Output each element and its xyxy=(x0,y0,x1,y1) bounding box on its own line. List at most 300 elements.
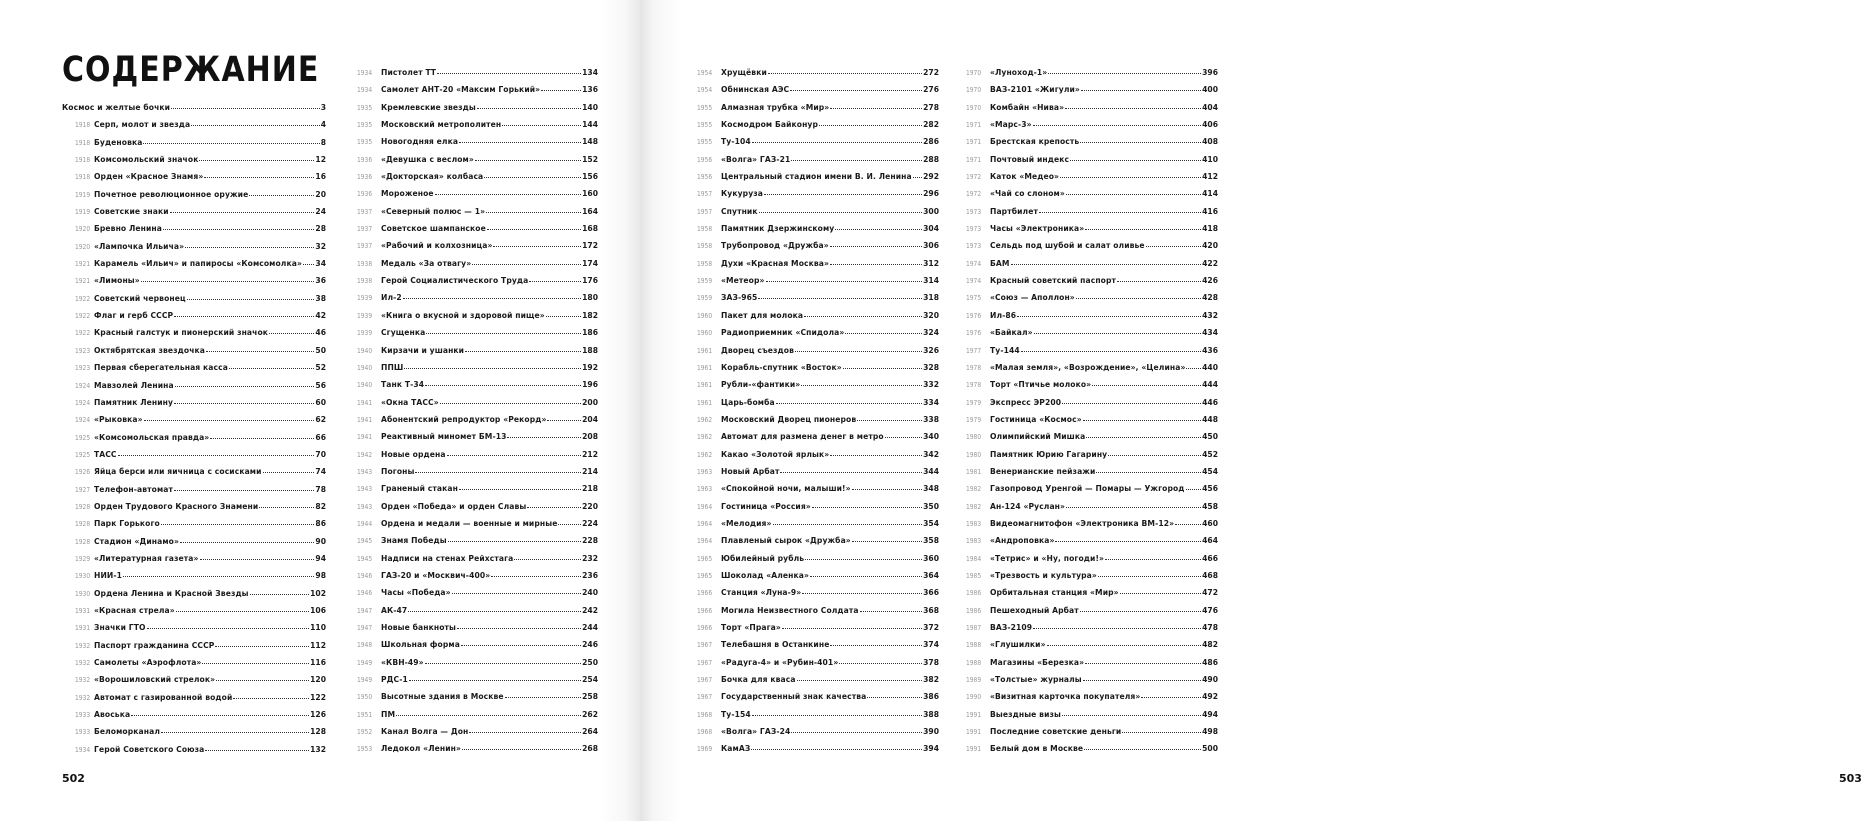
entry-title: Магазины «Березка» xyxy=(990,657,1085,667)
entry-title: Мороженое xyxy=(381,189,434,199)
toc-entry xyxy=(697,550,939,567)
entry-page-number: 186 xyxy=(582,328,598,338)
entry-page-number: 82 xyxy=(315,501,326,511)
entry-title: Автомат для размена денег в метро xyxy=(721,432,884,442)
entry-title: Танк Т-34 xyxy=(381,380,425,390)
toc-entry xyxy=(697,151,939,168)
dot-leader xyxy=(1122,726,1201,733)
toc-entry xyxy=(62,134,326,151)
toc-entry xyxy=(966,567,1218,584)
entry-year: 1939 xyxy=(357,311,373,320)
toc-entry xyxy=(357,740,598,757)
dot-leader xyxy=(1062,397,1201,404)
toc-entry xyxy=(62,706,326,723)
entry-title: Стадион «Динамо» xyxy=(94,536,179,546)
toc-entry xyxy=(357,289,598,306)
entry-title: Памятник Ленину xyxy=(94,397,174,407)
toc-entry xyxy=(62,203,326,220)
toc-entry xyxy=(62,481,326,498)
entry-page-number: 132 xyxy=(310,744,326,754)
entry-year: 1931 xyxy=(75,606,91,615)
entry-title: Олимпийский Мишка xyxy=(990,432,1086,442)
entry-page-number: 200 xyxy=(582,397,598,407)
entry-page-number: 410 xyxy=(1202,154,1218,164)
entry-year: 1987 xyxy=(966,624,982,632)
toc-entry xyxy=(62,671,326,688)
dot-leader xyxy=(791,726,922,733)
entry-page-number: 422 xyxy=(1202,258,1218,268)
toc-entry xyxy=(966,706,1218,723)
toc-entry xyxy=(697,584,939,601)
entry-page-number: 236 xyxy=(582,570,598,580)
entry-title: Ледокол «Ленин» xyxy=(381,744,461,754)
dot-leader xyxy=(187,293,315,300)
toc-entry xyxy=(697,636,939,653)
entry-page-number: 354 xyxy=(923,518,939,528)
dot-leader xyxy=(491,570,581,577)
dot-leader xyxy=(1066,188,1201,195)
dot-leader xyxy=(1117,275,1201,282)
toc-entry xyxy=(697,723,939,740)
entry-page-number: 66 xyxy=(315,432,326,442)
toc-entry xyxy=(357,185,598,202)
entry-title: Сельдь под шубой и салат оливье xyxy=(990,241,1145,251)
dot-leader xyxy=(459,136,581,143)
entry-title: Пешеходный Арбат xyxy=(990,605,1079,615)
entry-page-number: 452 xyxy=(1202,449,1218,459)
dot-leader xyxy=(171,102,320,109)
dot-leader xyxy=(1175,518,1201,525)
entry-page-number: 214 xyxy=(582,466,598,476)
toc-entry xyxy=(697,185,939,202)
entry-year: 1936 xyxy=(357,155,373,164)
toc-entry xyxy=(357,342,598,359)
entry-year: 1966 xyxy=(697,589,713,598)
entry-year: 1958 xyxy=(697,242,713,251)
dot-leader xyxy=(215,640,309,647)
toc-entry xyxy=(697,411,939,428)
toc-entry xyxy=(62,342,326,359)
entry-title: Почтовый индекс xyxy=(990,154,1070,164)
entry-title: Парк Горького xyxy=(94,519,160,529)
toc-entry xyxy=(966,342,1218,359)
entry-title: Корабль-спутник «Восток» xyxy=(721,362,842,372)
entry-year: 1963 xyxy=(697,485,713,494)
entry-title: Значки ГТО xyxy=(94,623,146,633)
entry-page-number: 36 xyxy=(315,276,326,286)
entry-year: 1985 xyxy=(966,571,982,580)
dot-leader xyxy=(403,292,581,299)
dot-leader xyxy=(1085,657,1201,664)
entry-title: Могила Неизвестного Солдата xyxy=(721,605,859,615)
toc-entry xyxy=(62,168,326,185)
toc-entry xyxy=(697,203,939,220)
dot-leader xyxy=(425,379,581,386)
entry-page-number: 34 xyxy=(315,259,326,269)
dot-leader xyxy=(546,310,581,317)
toc-entry xyxy=(966,480,1218,497)
entry-page-number: 486 xyxy=(1202,657,1218,667)
entry-title: Кирзачи и ушанки xyxy=(381,345,465,355)
entry-title: «Малая земля», «Возрождение», «Целина» xyxy=(990,362,1186,372)
entry-page-number: 388 xyxy=(923,709,939,719)
dot-leader xyxy=(144,414,315,421)
entry-title: Радиоприемник «Спидола» xyxy=(721,328,845,338)
entry-title: БАМ xyxy=(990,258,1010,268)
entry-title: «Луноход-1» xyxy=(990,68,1048,77)
dot-leader xyxy=(174,484,314,491)
entry-page-number: 478 xyxy=(1202,623,1218,632)
entry-title: «Северный полюс — 1» xyxy=(381,206,486,216)
entry-year: 1990 xyxy=(966,693,982,702)
entry-title: Венерианские пейзажи xyxy=(990,466,1096,476)
entry-title: Надписи на стенах Рейхстага xyxy=(381,553,514,563)
entry-year: 1967 xyxy=(697,676,713,685)
entry-page-number: 440 xyxy=(1202,362,1218,372)
dot-leader xyxy=(250,588,309,595)
left-page xyxy=(0,0,640,821)
entry-page-number: 466 xyxy=(1202,553,1218,563)
entry-page-number: 296 xyxy=(923,189,939,199)
dot-leader xyxy=(484,171,581,178)
entry-page-number: 448 xyxy=(1202,414,1218,424)
entry-page-number: 408 xyxy=(1202,137,1218,147)
toc-entry xyxy=(966,550,1218,567)
dot-leader xyxy=(1083,414,1201,421)
entry-title: Кремлевские звезды xyxy=(381,102,476,112)
entry-page-number: 286 xyxy=(923,137,939,147)
entry-title: Памятник Дзержинскому xyxy=(721,224,835,234)
entry-year: 1949 xyxy=(357,676,373,685)
entry-page-number: 360 xyxy=(923,553,939,563)
dot-leader xyxy=(830,258,922,265)
toc-entry xyxy=(357,324,598,341)
toc-entry xyxy=(697,498,939,515)
entry-title: Советские знаки xyxy=(94,207,169,217)
entry-page-number: 472 xyxy=(1202,588,1218,598)
entry-title: Ордена и медали — военные и мирные xyxy=(381,518,558,528)
entry-title: Погоны xyxy=(381,466,415,476)
entry-year: 1991 xyxy=(966,745,982,754)
entry-year: 1972 xyxy=(966,173,982,182)
entry-year: 1941 xyxy=(357,433,373,442)
entry-title: Флаг и герб СССР xyxy=(94,311,174,321)
entry-year: 1921 xyxy=(75,260,91,269)
entry-title: «Красная стрела» xyxy=(94,605,175,615)
entry-page-number: 250 xyxy=(582,657,598,667)
dot-leader xyxy=(558,518,581,525)
entry-title: Советский червонец xyxy=(94,293,186,303)
dot-leader xyxy=(913,171,922,178)
toc-entry xyxy=(62,654,326,671)
dot-leader xyxy=(782,622,922,629)
entry-page-number: 90 xyxy=(315,536,326,546)
entry-title: РДС-1 xyxy=(381,675,408,685)
dot-leader xyxy=(1186,362,1201,369)
entry-title: «Девушка с веслом» xyxy=(381,154,474,164)
entry-year: 1933 xyxy=(75,728,91,737)
entry-year: 1920 xyxy=(75,242,91,251)
entry-year: 1919 xyxy=(75,190,91,199)
entry-title: АК-47 xyxy=(381,605,408,615)
entry-year: 1959 xyxy=(697,294,713,303)
dot-leader xyxy=(185,241,314,248)
dot-leader xyxy=(780,466,922,473)
toc-entry xyxy=(357,99,598,116)
entry-title: Ил-2 xyxy=(381,293,402,303)
entry-page-number: 400 xyxy=(1202,85,1218,95)
entry-title: Ан-124 «Руслан» xyxy=(990,501,1066,511)
toc-entry xyxy=(62,533,326,550)
entry-year: 1981 xyxy=(966,467,982,476)
toc-entry xyxy=(357,203,598,220)
toc-entry xyxy=(357,723,598,740)
entry-year: 1962 xyxy=(697,415,713,424)
entry-page-number: 122 xyxy=(310,692,326,702)
entry-year: 1925 xyxy=(75,450,91,459)
entry-title: Ту-154 xyxy=(721,709,751,719)
toc-entry xyxy=(966,133,1218,150)
entry-title: Автомат с газированной водой xyxy=(94,692,233,702)
entry-page-number: 338 xyxy=(923,414,939,424)
toc-entry xyxy=(357,394,598,411)
entry-title: Почетное революционное оружие xyxy=(94,189,249,199)
toc-entry xyxy=(966,671,1218,688)
entry-page-number: 416 xyxy=(1202,206,1218,216)
toc-entry xyxy=(62,637,326,654)
entry-year: 1950 xyxy=(357,693,373,702)
entry-title: Партбилет xyxy=(990,206,1038,216)
dot-leader xyxy=(435,188,581,195)
dot-leader xyxy=(199,154,314,161)
toc-entry xyxy=(357,463,598,480)
entry-page-number: 372 xyxy=(923,623,939,632)
entry-title: Бревно Ленина xyxy=(94,224,162,234)
entry-title: Государственный знак качества xyxy=(721,692,867,702)
dot-leader xyxy=(768,67,922,74)
toc-entry xyxy=(697,359,939,376)
entry-title: Сгущенка xyxy=(381,328,426,338)
entry-year: 1964 xyxy=(697,537,713,546)
page-number-right: 503 xyxy=(1839,772,1862,785)
dot-leader xyxy=(1047,639,1202,646)
toc-entry xyxy=(357,272,598,289)
dot-leader xyxy=(263,466,315,473)
entry-title: «Радуга-4» и «Рубин-401» xyxy=(721,657,839,667)
toc-entry xyxy=(966,64,1218,81)
entry-year: 1953 xyxy=(357,745,373,754)
entry-year: 1967 xyxy=(697,693,713,702)
entry-title: Гостиница «Россия» xyxy=(721,501,811,511)
entry-title: Телебашня в Останкине xyxy=(721,640,830,650)
toc-entry xyxy=(62,619,326,636)
entry-title: Дворец съездов xyxy=(721,345,794,355)
dot-leader xyxy=(1034,327,1201,334)
entry-page-number: 306 xyxy=(923,241,939,251)
dot-leader xyxy=(1092,379,1201,386)
entry-page-number: 368 xyxy=(923,605,939,615)
toc-entry xyxy=(966,498,1218,515)
dot-leader xyxy=(141,275,315,282)
toc-entry xyxy=(966,740,1218,757)
entry-page-number: 304 xyxy=(923,224,939,234)
entry-year: 1918 xyxy=(75,138,91,147)
entry-page-number: 56 xyxy=(315,380,326,390)
toc-entry xyxy=(966,394,1218,411)
entry-year: 1934 xyxy=(357,69,373,77)
entry-page-number: 74 xyxy=(315,467,326,477)
entry-year: 1957 xyxy=(697,207,713,216)
entry-page-number: 176 xyxy=(582,276,598,286)
dot-leader xyxy=(210,432,314,439)
toc-entry xyxy=(357,376,598,393)
dot-leader xyxy=(1055,535,1201,542)
dot-leader xyxy=(123,570,314,577)
entry-year: 1976 xyxy=(966,329,982,338)
entry-title: Станция «Луна-9» xyxy=(721,588,802,598)
entry-year: 1938 xyxy=(357,277,373,286)
entry-title: Высотные здания в Москве xyxy=(381,692,504,702)
entry-page-number: 128 xyxy=(310,727,326,737)
entry-year: 1942 xyxy=(357,450,373,459)
entry-year: 1948 xyxy=(357,641,373,650)
entry-page-number: 8 xyxy=(320,137,326,147)
entry-title: Торт «Птичье молоко» xyxy=(990,380,1092,390)
entry-title: Красный галстук и пионерский значок xyxy=(94,328,269,338)
dot-leader xyxy=(487,223,581,230)
entry-page-number: 332 xyxy=(923,380,939,390)
entry-title: «Андроповка» xyxy=(990,536,1055,546)
entry-title: Торт «Прага» xyxy=(721,623,781,632)
entry-year: 1971 xyxy=(966,138,982,147)
dot-leader xyxy=(493,240,581,247)
dot-leader xyxy=(751,743,922,750)
dot-leader xyxy=(830,449,922,456)
entry-page-number: 38 xyxy=(315,293,326,303)
toc-entry xyxy=(966,203,1218,220)
page-title: СОДЕРЖАНИЕ xyxy=(62,50,320,91)
toc-entry xyxy=(357,636,598,653)
entry-year: 1918 xyxy=(75,173,91,182)
entry-page-number: 456 xyxy=(1202,484,1218,494)
toc-entry xyxy=(697,567,939,584)
entry-page-number: 140 xyxy=(582,102,598,112)
entry-page-number: 4 xyxy=(320,120,326,130)
entry-year: 1962 xyxy=(697,433,713,442)
entry-page-number: 282 xyxy=(923,120,939,130)
toc-entry xyxy=(62,186,326,203)
toc-entry xyxy=(966,376,1218,393)
entry-page-number: 24 xyxy=(315,207,326,217)
dot-leader xyxy=(161,518,315,525)
toc-entry xyxy=(357,584,598,601)
entry-year: 1983 xyxy=(966,537,982,546)
toc-entry xyxy=(697,480,939,497)
entry-year: 1921 xyxy=(75,277,91,286)
entry-title: Самолеты «Аэрофлота» xyxy=(94,658,202,667)
entry-year: 1929 xyxy=(75,554,91,563)
entry-title: Брестская крепость xyxy=(990,137,1080,147)
toc-entry xyxy=(966,185,1218,202)
entry-page-number: 272 xyxy=(923,68,939,77)
entry-title: Бочка для кваса xyxy=(721,675,796,685)
entry-year: 1970 xyxy=(966,69,982,77)
entry-title: ПМ xyxy=(381,709,396,719)
entry-title: Пакет для молока xyxy=(721,310,804,320)
entry-year: 1938 xyxy=(357,259,373,268)
entry-page-number: 418 xyxy=(1202,224,1218,234)
entry-year: 1963 xyxy=(697,467,713,476)
dot-leader xyxy=(830,240,922,247)
entry-year: 1977 xyxy=(966,346,982,355)
toc-entry xyxy=(697,428,939,445)
entry-page-number: 382 xyxy=(923,675,939,685)
entry-title: «Спокойной ночи, малыши!» xyxy=(721,484,851,494)
toc-column-4 xyxy=(966,64,1218,758)
entry-page-number: 62 xyxy=(315,415,326,425)
entry-title: Пистолет ТТ xyxy=(381,68,437,77)
dot-leader xyxy=(867,691,922,698)
entry-title: Самолет АНТ-20 «Максим Горький» xyxy=(381,85,541,95)
dot-leader xyxy=(1076,292,1201,299)
entry-year: 1918 xyxy=(75,156,91,165)
entry-year: 1982 xyxy=(966,485,982,494)
dot-leader xyxy=(448,535,581,542)
toc-entry xyxy=(966,307,1218,324)
dot-leader xyxy=(205,744,309,751)
entry-year: 1973 xyxy=(966,242,982,251)
toc-entry xyxy=(966,99,1218,116)
entry-page-number: 168 xyxy=(582,224,598,234)
toc-entry xyxy=(697,602,939,619)
entry-title: «Рыковка» xyxy=(94,415,143,425)
dot-leader xyxy=(396,709,581,716)
entry-title: Юбилейный рубль xyxy=(721,553,805,563)
dot-leader xyxy=(1065,102,1201,109)
entry-page-number: 498 xyxy=(1202,727,1218,737)
toc-entry xyxy=(697,342,939,359)
entry-page-number: 482 xyxy=(1202,640,1218,650)
entry-page-number: 300 xyxy=(923,206,939,216)
dot-leader xyxy=(802,587,922,594)
entry-title: Медаль «За отвагу» xyxy=(381,258,472,268)
dot-leader xyxy=(461,639,581,646)
entry-page-number: 3 xyxy=(320,103,326,112)
entry-year: 1965 xyxy=(697,571,713,580)
entry-page-number: 292 xyxy=(923,172,939,182)
entry-year: 1962 xyxy=(697,450,713,459)
toc-entry xyxy=(62,411,326,428)
toc-entry xyxy=(966,359,1218,376)
entry-title: Абонентский репродуктор «Рекорд» xyxy=(381,414,547,424)
entry-title: Граненый стакан xyxy=(381,484,458,494)
entry-title: Плавленый сырок «Дружба» xyxy=(721,536,851,546)
entry-title: Последние советские деньги xyxy=(990,727,1122,737)
entry-year: 1956 xyxy=(697,173,713,182)
dot-leader xyxy=(415,466,581,473)
entry-year: 1937 xyxy=(357,207,373,216)
toc-entry xyxy=(966,255,1218,272)
dot-leader xyxy=(457,622,581,629)
dot-leader xyxy=(163,223,314,230)
entry-year: 1922 xyxy=(75,329,91,338)
dot-leader xyxy=(465,345,581,352)
toc-entry xyxy=(357,446,598,463)
entry-year: 1974 xyxy=(966,259,982,268)
entry-title: Белый дом в Москве xyxy=(990,744,1084,754)
entry-title: «Визитная карточка покупателя» xyxy=(990,692,1141,702)
entry-title: Комсомольский значок xyxy=(94,155,199,165)
